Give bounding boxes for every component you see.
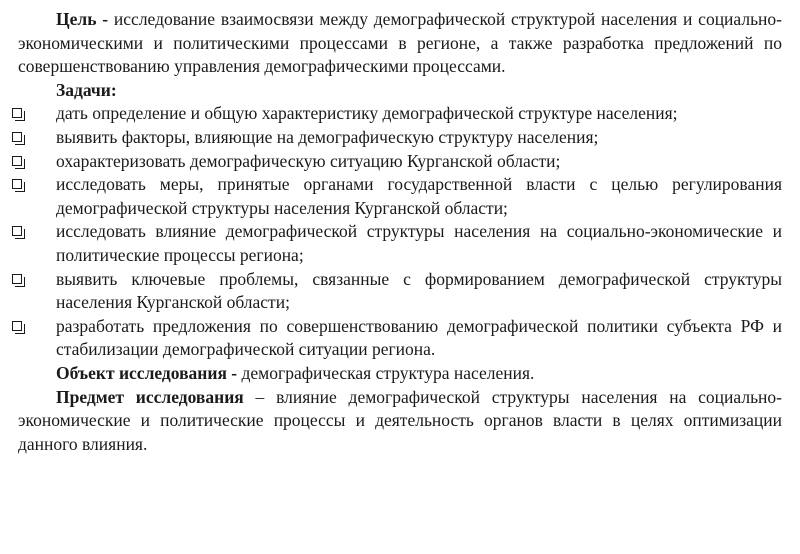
task-item — [18, 173, 782, 220]
checkbox-bullet-icon — [12, 226, 22, 236]
task-item — [18, 150, 782, 174]
task-item — [18, 315, 782, 362]
tasks-list — [18, 102, 782, 362]
checkbox-bullet-icon — [12, 156, 22, 166]
checkbox-bullet-icon — [12, 108, 22, 118]
subject-paragraph — [18, 386, 782, 457]
task-text: дать определение и общую характеристику демографической структуре населения; — [56, 103, 678, 124]
tasks-heading: Задачи: — [56, 79, 117, 100]
task-text: охарактеризовать демографическую ситуацию Курганской области; — [56, 150, 561, 171]
object-paragraph — [18, 362, 782, 386]
tasks-heading-paragraph — [18, 79, 782, 103]
task-item — [18, 268, 782, 315]
task-text: исследовать меры, принятые органами государственной власти с целью регулирования демографической структуры населения Курганской области; — [56, 174, 782, 218]
task-item — [18, 220, 782, 267]
task-text: разработать предложения по совершенствованию демографической политики субъекта РФ и стабилизации демографической ситуации региона. — [56, 315, 782, 360]
goal-paragraph — [18, 8, 782, 79]
subject-label: Предмет исследования — [56, 386, 244, 407]
task-item — [18, 102, 782, 126]
checkbox-bullet-icon — [12, 274, 22, 284]
goal-label: Цель - — [56, 9, 109, 29]
task-item — [18, 126, 782, 150]
document-body — [18, 8, 782, 456]
checkbox-bullet-icon — [12, 321, 22, 331]
task-text: исследовать влияние демографической структуры населения на социально-экономические и политические процессы региона; — [56, 221, 782, 265]
object-text: демографическая структура населения. — [237, 362, 535, 383]
subject-text: – влияние демографической структуры населения на социально-экономические и политические процессы и деятельность органов власти в целях оптимизации данного влияния. — [18, 386, 782, 454]
task-text: выявить факторы, влияющие на демографическую структуру населения; — [56, 126, 599, 147]
task-text: выявить ключевые проблемы, связанные с формированием демографической структуры населения Курганской области; — [56, 268, 782, 313]
goal-text: исследование взаимосвязи между демографической структурой населения и социально-экономическими и политическими процессами в регионе, а также разработка предложений по совершенствованию управления демографическими процессами. — [18, 9, 783, 77]
object-label: Объект исследования - — [56, 362, 238, 383]
checkbox-bullet-icon — [12, 179, 22, 189]
checkbox-bullet-icon — [12, 132, 22, 142]
